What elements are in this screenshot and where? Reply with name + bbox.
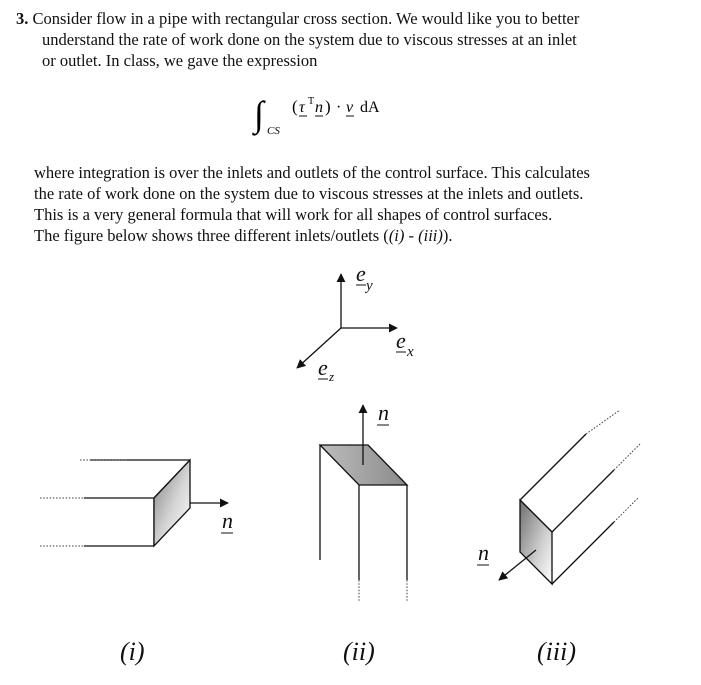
ex-label-sub: x bbox=[407, 344, 414, 360]
problem-line-2: understand the rate of work done on the system due to viscous stresses at an inlet bbox=[42, 30, 577, 49]
normal-label-i: n bbox=[222, 508, 233, 533]
explanation-line-1: where integration is over the inlets and outlets of the control surface. This calculates bbox=[34, 163, 590, 182]
caption-ii: (ii) bbox=[343, 637, 375, 666]
problem-statement bbox=[16, 8, 686, 71]
ez-label-e: e bbox=[318, 355, 328, 380]
explanation-paragraph bbox=[34, 162, 684, 246]
velocity-v: v bbox=[346, 99, 354, 116]
explanation-line-4 bbox=[34, 225, 684, 246]
transpose-mark: T bbox=[308, 96, 315, 107]
normal-label-ii: n bbox=[378, 400, 389, 425]
normal-n: n bbox=[315, 99, 323, 116]
pipe-i-continuation bbox=[40, 460, 128, 546]
problem-text-1: Consider flow in a pipe with rectangular cross section. We would like you to better bbox=[28, 9, 580, 28]
problem-line-3: or outlet. In class, we gave the expression bbox=[42, 51, 318, 70]
ey-label-sub: y bbox=[366, 278, 373, 294]
tau-symbol: τ bbox=[299, 99, 305, 116]
pipe-ii bbox=[320, 400, 407, 666]
integral-subscript: CS bbox=[267, 125, 280, 137]
problem-line-1 bbox=[16, 8, 686, 29]
pipe-iii bbox=[477, 410, 640, 666]
close-paren: ) bbox=[325, 97, 331, 116]
cross-section-iii bbox=[520, 500, 552, 584]
normal-arrow-iii bbox=[499, 550, 536, 580]
dot-operator: · bbox=[336, 99, 342, 116]
ez-label-sub: z bbox=[329, 369, 335, 384]
pipe-ii-continuation bbox=[359, 580, 407, 602]
coordinate-axes bbox=[297, 274, 397, 368]
caption-iii: (iii) bbox=[537, 637, 576, 666]
integral-sign: ∫ bbox=[254, 94, 264, 134]
pipe-figure bbox=[0, 250, 701, 685]
cross-section-i bbox=[154, 460, 190, 546]
explanation-line-3: This is a very general formula that will work for all shapes of control surfaces. bbox=[34, 205, 553, 224]
explanation-line-2: the rate of work done on the system due to viscous stresses at the inlets and outlets. bbox=[34, 184, 584, 203]
pipe-iii-continuation bbox=[586, 410, 640, 522]
problem-number: 3. bbox=[16, 9, 29, 28]
caption-i: (i) bbox=[120, 637, 145, 666]
explanation-line-4c: ). bbox=[442, 226, 453, 245]
ex-label-e: e bbox=[396, 328, 406, 353]
explanation-line-4a: The figure below shows three different inlets/outlets ( bbox=[34, 226, 389, 245]
ey-label-e: e bbox=[356, 261, 366, 286]
area-element: dA bbox=[360, 99, 380, 116]
open-paren: ( bbox=[292, 97, 298, 116]
pipe-i bbox=[40, 460, 233, 666]
normal-label-iii: n bbox=[478, 540, 489, 565]
case-range: (i) - (iii) bbox=[388, 226, 443, 245]
work-integral-formula bbox=[248, 90, 468, 138]
